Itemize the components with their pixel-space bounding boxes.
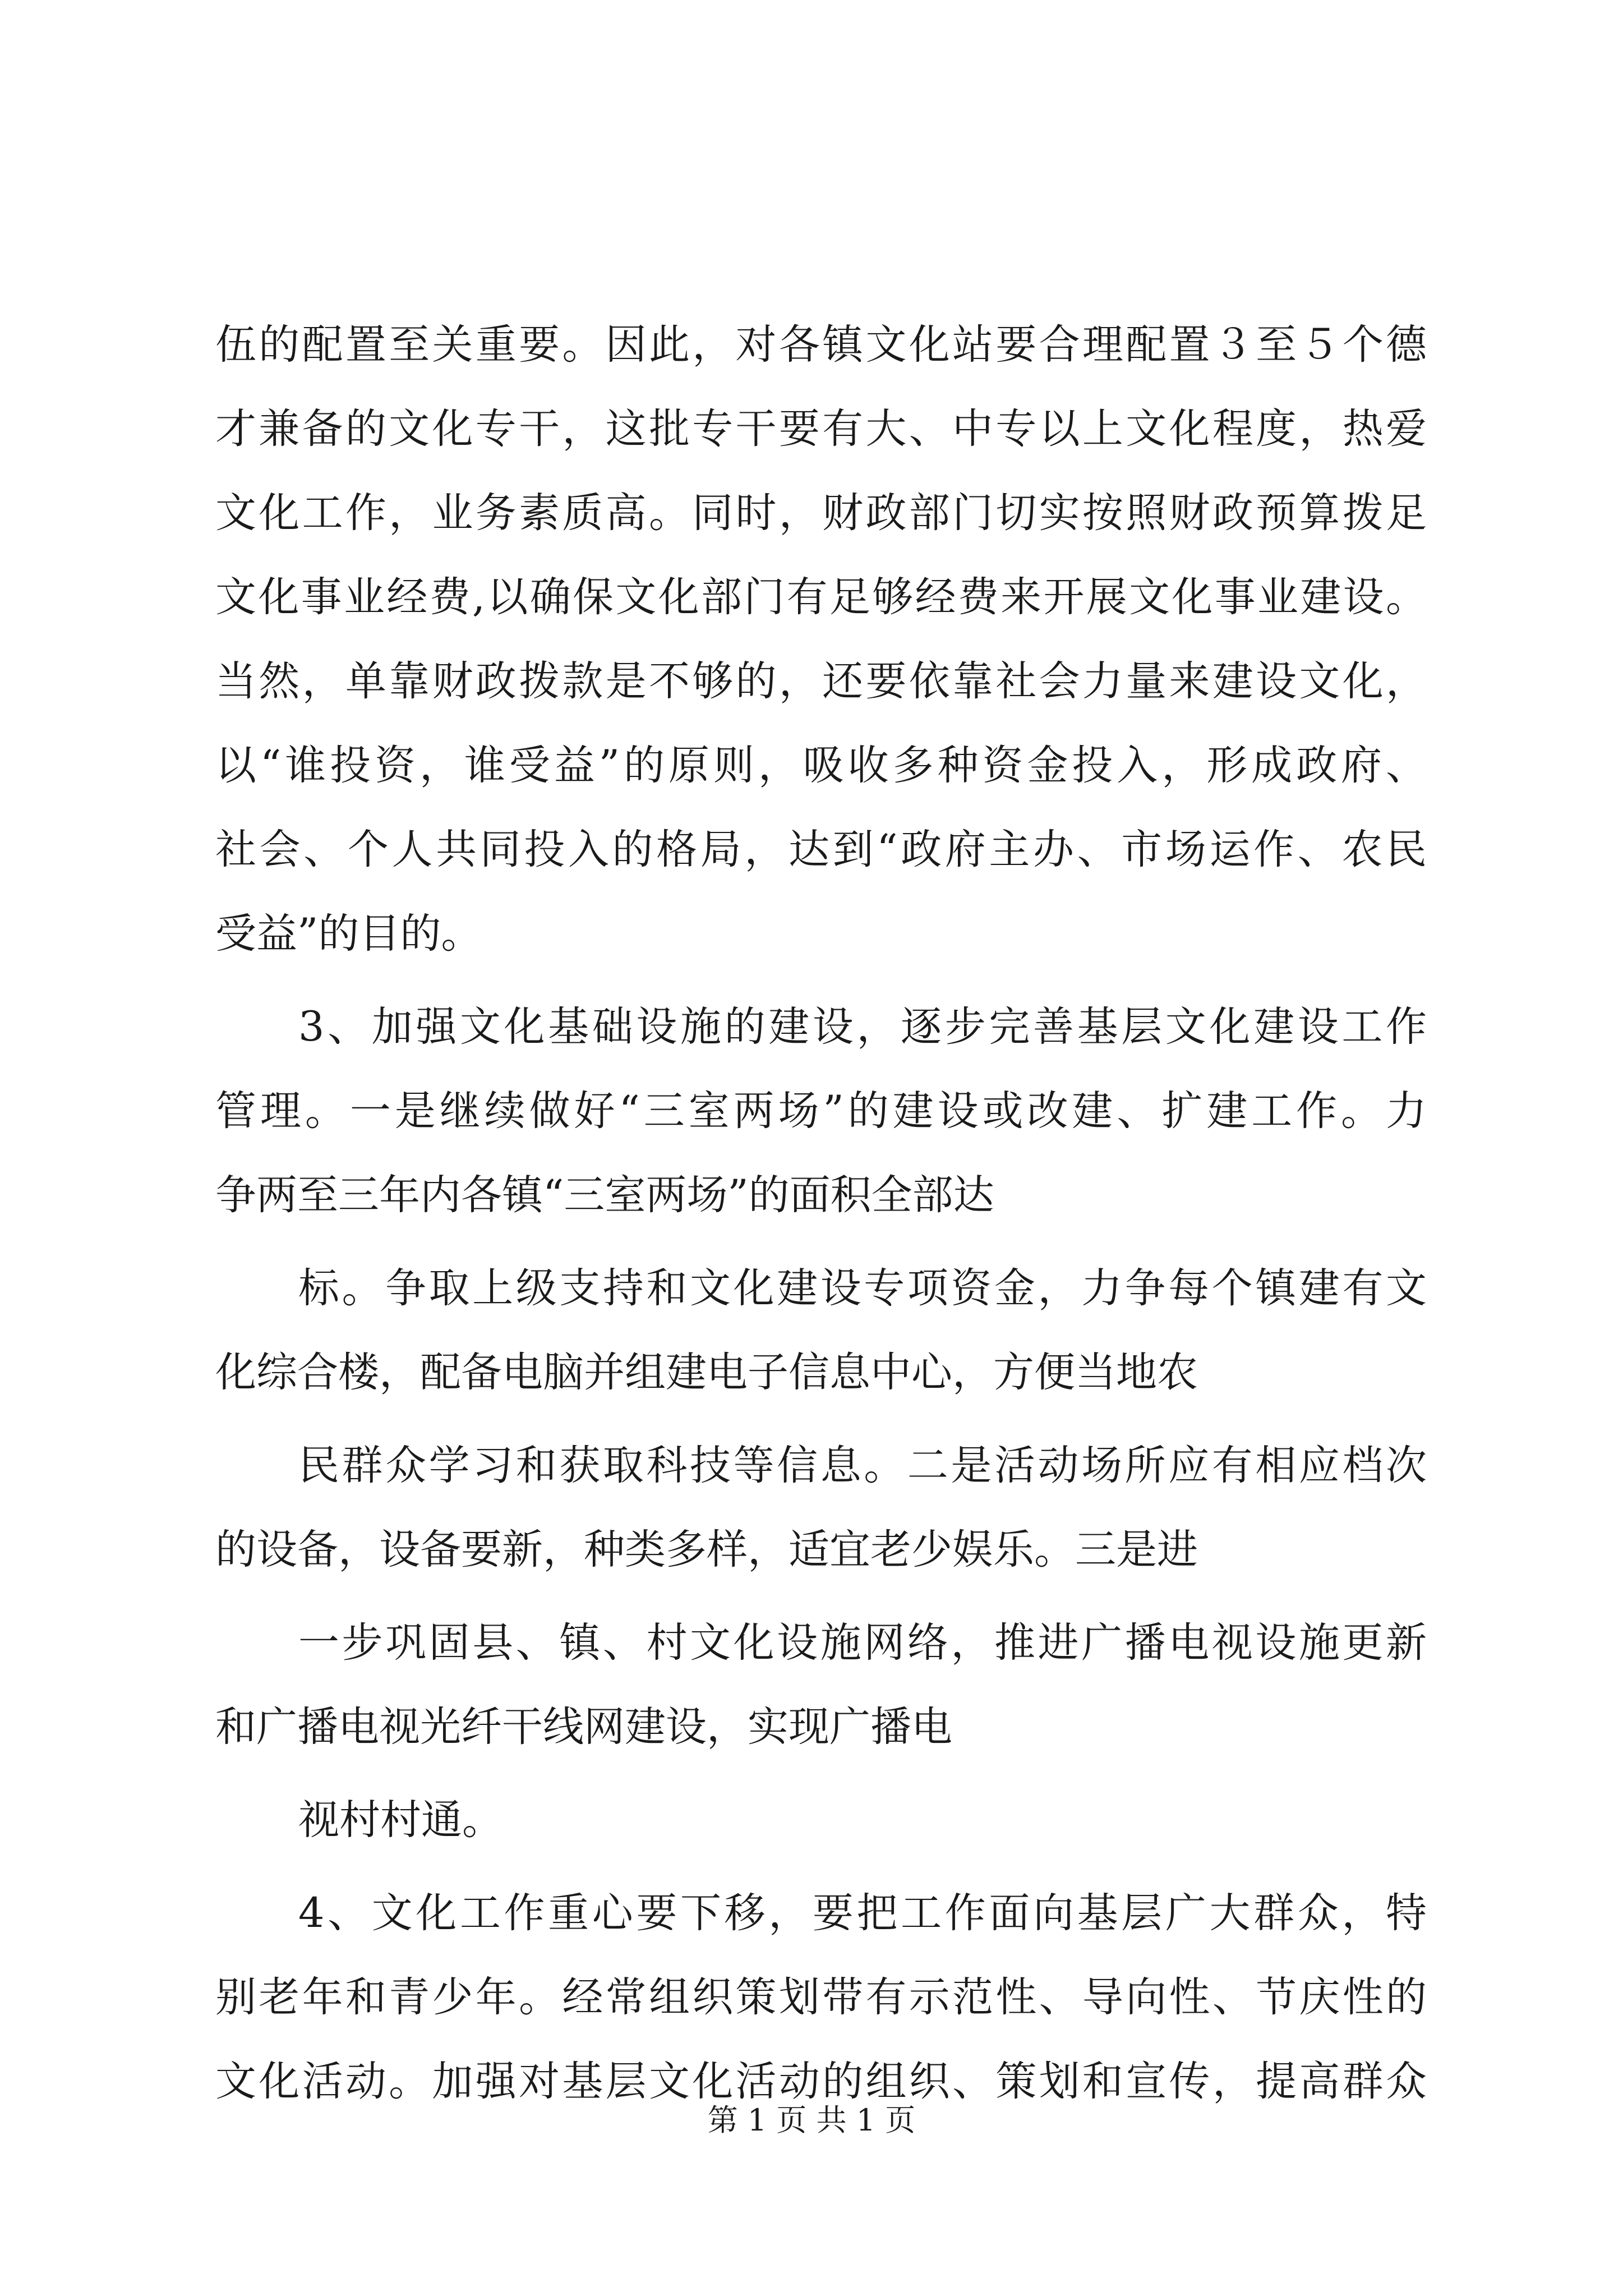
text-line: 文化事业经费,以确保文化部门有足够经费来开展文化事业建设。 <box>215 573 1427 621</box>
page-number: 第 1 页 共 1 页 <box>707 2102 916 2138</box>
text-line: 伍的配置至关重要。因此，对各镇文化站要合理配置３至５个德 <box>215 321 1427 369</box>
text-line: 和广播电视光纤干线网建设，实现广播电 <box>215 1703 952 1751</box>
text-line: 的设备，设备要新，种类多样，适宜老少娱乐。三是进 <box>215 1526 1198 1573</box>
text-line: 以“谁投资，谁受益”的原则，吸收多种资金投入，形成政府、 <box>215 742 1427 789</box>
paragraph-3-start: 3、加强文化基础设施的建设，逐步完善基层文化建设工作 <box>298 1003 1427 1051</box>
page-footer <box>0 2098 1623 2143</box>
text-line: 视村村通。 <box>298 1796 503 1844</box>
text-line: 标。争取上级支持和文化建设专项资金，力争每个镇建有文 <box>298 1264 1427 1312</box>
text-line: 争两至三年内各镇“三室两场”的面积全部达 <box>215 1171 994 1219</box>
text-line: 别老年和青少年。经常组织策划带有示范性、导向性、节庆性的 <box>215 1973 1427 2021</box>
text-line: 一步巩固县、镇、村文化设施网络，推进广播电视设施更新 <box>298 1619 1427 1667</box>
document-body <box>215 303 1427 2124</box>
text-line: 受益”的目的。 <box>215 910 482 958</box>
text-line: 民群众学习和获取科技等信息。二是活动场所应有相应档次 <box>298 1442 1427 1489</box>
paragraph-4-start: 4、文化工作重心要下移，要把工作面向基层广大群众，特 <box>298 1889 1427 1937</box>
text-line: 当然，单靠财政拨款是不够的，还要依靠社会力量来建设文化， <box>215 657 1427 705</box>
text-line: 管理。一是继续做好“三室两场”的建设或改建、扩建工作。力 <box>215 1087 1427 1135</box>
text-line: 文化活动。加强对基层文化活动的组织、策划和宣传，提高群众 <box>215 2058 1427 2105</box>
text-line: 化综合楼，配备电脑并组建电子信息中心，方便当地农 <box>215 1349 1198 1396</box>
text-line: 才兼备的文化专干，这批专干要有大、中专以上文化程度，热爱 <box>215 405 1427 453</box>
text-line: 社会、个人共同投入的格局，达到“政府主办、市场运作、农民 <box>215 826 1427 873</box>
text-line: 文化工作，业务素质高。同时，财政部门切实按照财政预算拨足 <box>215 489 1427 537</box>
